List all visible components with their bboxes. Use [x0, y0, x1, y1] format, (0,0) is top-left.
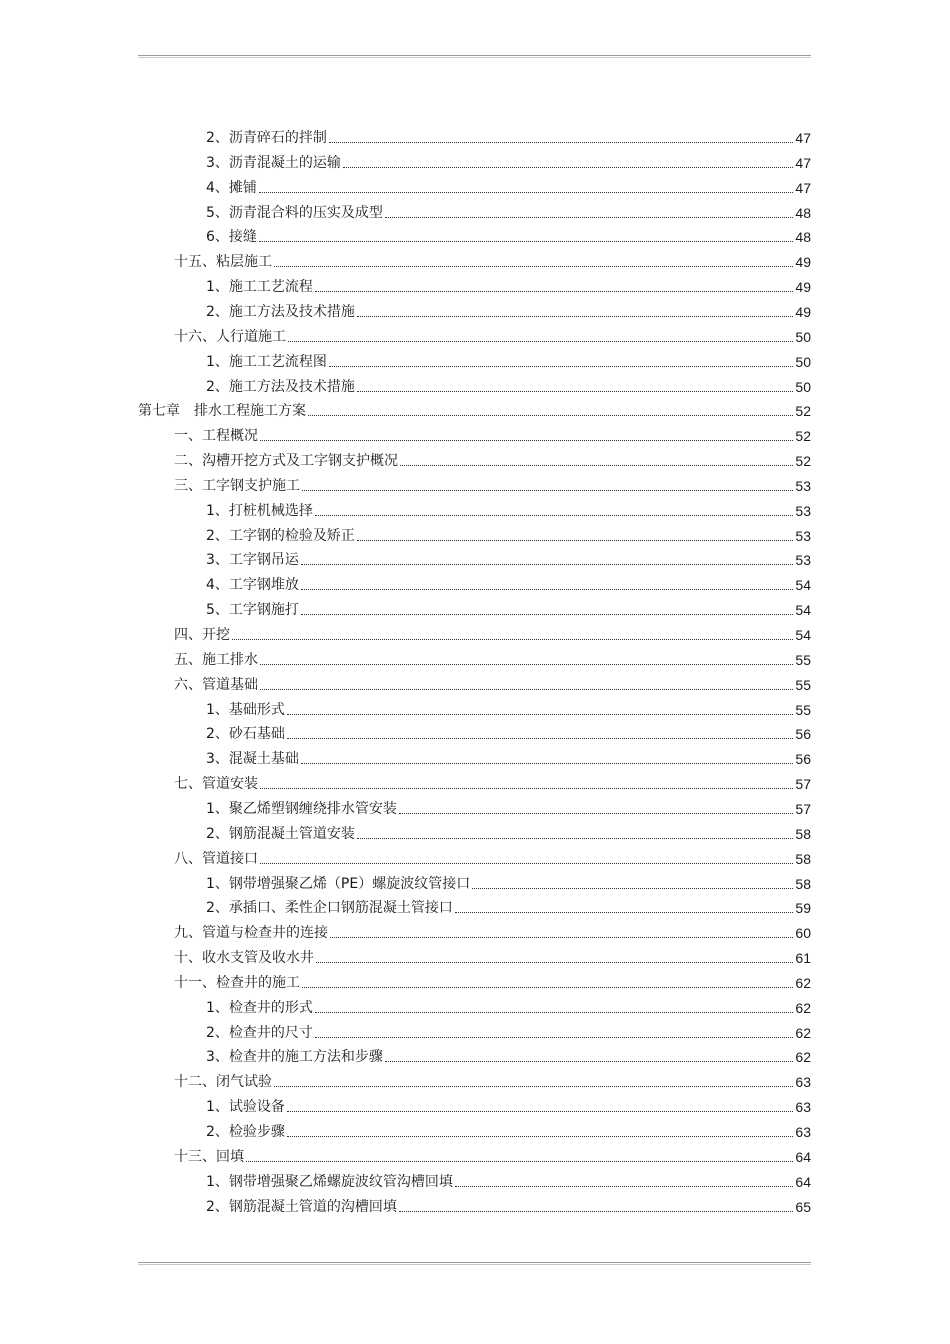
toc-entry-label: 十二、闭气试验	[174, 1074, 272, 1091]
dot-leader	[260, 689, 793, 690]
toc-entry[interactable]	[174, 1069, 811, 1091]
toc-entry[interactable]	[206, 1119, 811, 1141]
toc-entry[interactable]	[206, 1044, 811, 1066]
dot-leader	[315, 291, 794, 292]
toc-entry-label: 1、试验设备	[206, 1099, 285, 1116]
dot-leader	[260, 440, 793, 441]
toc-entry[interactable]	[174, 423, 811, 445]
toc-entry-label: 六、管道基础	[174, 676, 258, 693]
toc-entry-label: 七、管道安装	[174, 776, 258, 793]
toc-entry[interactable]	[206, 349, 811, 371]
toc-entry-label: 3、工字钢吊运	[206, 552, 299, 569]
toc-entry[interactable]	[174, 324, 811, 346]
toc-entry-label: 1、施工工艺流程	[206, 279, 313, 296]
toc-entry-label: 十、收水支管及收水井	[174, 950, 314, 967]
dot-leader	[315, 1012, 794, 1013]
dot-leader	[260, 863, 793, 864]
toc-entry-label: 2、砂石基础	[206, 726, 285, 743]
dot-leader	[288, 341, 793, 342]
toc-entry-label: 6、接缝	[206, 229, 257, 246]
toc-entry-label: 1、检查井的形式	[206, 999, 313, 1016]
toc-entry[interactable]	[174, 473, 811, 495]
toc-entry-page-number: 54	[795, 602, 811, 619]
toc-entry-label: 2、工字钢的检验及矫正	[206, 527, 355, 544]
toc-entry-page-number: 57	[795, 800, 811, 817]
toc-entry[interactable]	[206, 299, 811, 321]
toc-entry-page-number: 49	[795, 279, 811, 296]
dot-leader	[232, 639, 793, 640]
toc-entry[interactable]	[206, 523, 811, 545]
dot-leader	[259, 241, 794, 242]
toc-entry-page-number: 56	[795, 726, 811, 743]
toc-entry[interactable]	[206, 1094, 811, 1116]
dot-leader	[301, 564, 794, 565]
toc-entry[interactable]	[206, 572, 811, 594]
toc-entry-label: 2、钢筋混凝土管道的沟槽回填	[206, 1198, 397, 1215]
toc-entry-page-number: 54	[795, 627, 811, 643]
dot-leader	[455, 912, 794, 913]
toc-entry[interactable]	[206, 1020, 811, 1042]
toc-entry-label: 四、开挖	[174, 627, 230, 643]
dot-leader	[302, 490, 793, 491]
toc-entry-page-number: 64	[795, 1148, 811, 1165]
toc-entry[interactable]	[206, 597, 811, 619]
toc-entry-page-number: 50	[795, 378, 811, 395]
toc-entry-page-number: 55	[795, 701, 811, 718]
footer-rule	[138, 1262, 811, 1265]
dot-leader	[287, 714, 794, 715]
dot-leader	[357, 838, 794, 839]
dot-leader	[455, 1186, 794, 1187]
toc-entry-page-number: 48	[795, 229, 811, 246]
toc-entry-label: 5、沥青混合料的压实及成型	[206, 204, 383, 221]
toc-entry-label: 1、钢带增强聚乙烯（PE）螺旋波纹管接口	[206, 875, 471, 892]
dot-leader	[287, 738, 794, 739]
toc-entry[interactable]	[174, 1144, 811, 1166]
toc-entry-page-number: 53	[795, 527, 811, 544]
dot-leader	[357, 391, 794, 392]
toc-entry-page-number: 53	[795, 552, 811, 569]
toc-entry-page-number: 65	[795, 1198, 811, 1215]
toc-entry[interactable]	[174, 672, 811, 694]
dot-leader	[316, 962, 793, 963]
dot-leader	[274, 1086, 793, 1087]
toc-entry[interactable]	[206, 796, 811, 818]
dot-leader	[301, 589, 794, 590]
toc-entry-label: 十五、粘层施工	[174, 254, 272, 271]
toc-entry[interactable]	[206, 721, 811, 743]
toc-entry-page-number: 58	[795, 850, 811, 867]
toc-entry[interactable]	[206, 697, 811, 719]
dot-leader	[260, 664, 793, 665]
toc-entry[interactable]	[206, 871, 811, 893]
dot-leader	[385, 1061, 794, 1062]
dot-leader	[472, 888, 793, 889]
toc-entry-page-number: 53	[795, 502, 811, 519]
toc-entry-page-number: 48	[795, 204, 811, 221]
header-rule	[138, 55, 811, 58]
toc-entry-page-number: 50	[795, 328, 811, 345]
toc-entry-label: 1、基础形式	[206, 701, 285, 718]
toc-entry-label: 1、打桩机械选择	[206, 502, 313, 519]
toc-entry-page-number: 49	[795, 254, 811, 271]
toc-entry-label: 2、沥青碎石的拌制	[206, 130, 327, 146]
toc-entry-page-number: 52	[795, 428, 811, 445]
toc-entry-page-number: 58	[795, 875, 811, 892]
dot-leader	[330, 937, 793, 938]
toc-entry-label: 十六、人行道施工	[174, 328, 286, 345]
toc-entry[interactable]	[206, 746, 811, 768]
toc-entry-page-number: 60	[795, 925, 811, 942]
toc-entry-page-number: 50	[795, 353, 811, 370]
dot-leader	[274, 266, 793, 267]
dot-leader	[400, 465, 793, 466]
toc-entry-page-number: 62	[795, 999, 811, 1016]
dot-leader	[357, 540, 794, 541]
dot-leader	[301, 763, 794, 764]
toc-entry-label: 三、工字钢支护施工	[174, 477, 300, 494]
dot-leader	[259, 192, 794, 193]
toc-entry-page-number: 63	[795, 1099, 811, 1116]
toc-entry[interactable]	[206, 821, 811, 843]
dot-leader	[329, 142, 794, 143]
toc-entry-label: 五、施工排水	[174, 651, 258, 668]
dot-leader	[329, 366, 794, 367]
dot-leader	[301, 614, 794, 615]
toc-entry[interactable]	[174, 920, 811, 942]
toc-entry-label: 2、承插口、柔性企口钢筋混凝土管接口	[206, 900, 453, 917]
toc-entry-label: 1、施工工艺流程图	[206, 353, 327, 370]
dot-leader	[287, 1136, 794, 1137]
dot-leader	[246, 1161, 793, 1162]
toc-entry-label: 2、施工方法及技术措施	[206, 303, 355, 320]
toc-entry[interactable]	[174, 647, 811, 669]
toc-entry-page-number: 56	[795, 751, 811, 768]
toc-entry-label: 一、工程概况	[174, 428, 258, 445]
toc-entry[interactable]	[206, 498, 811, 520]
toc-entry-label: 5、工字钢施打	[206, 602, 299, 619]
toc-entry-page-number: 47	[795, 154, 811, 171]
toc-entry-page-number: 47	[795, 179, 811, 196]
toc-entry-page-number: 62	[795, 974, 811, 991]
toc-entry-page-number: 53	[795, 477, 811, 494]
toc-entry-page-number: 64	[795, 1173, 811, 1190]
toc-entry-page-number: 63	[795, 1124, 811, 1140]
toc-entry-label: 十一、检查井的施工	[174, 974, 300, 991]
toc-entry-label: 3、沥青混凝土的运输	[206, 154, 341, 171]
dot-leader	[385, 217, 794, 218]
toc-entry-label: 二、沟槽开挖方式及工字钢支护概况	[174, 453, 398, 470]
toc-entry-label: 第七章 排水工程施工方案	[138, 403, 306, 420]
toc-entry-page-number: 52	[795, 453, 811, 470]
toc-entry[interactable]	[206, 1194, 811, 1216]
toc-entry-label: 4、工字钢堆放	[206, 577, 299, 594]
toc-entry-label: 3、检查井的施工方法和步骤	[206, 1049, 383, 1066]
dot-leader	[399, 1211, 794, 1212]
toc-entry[interactable]	[174, 448, 811, 470]
toc-entry-label: 4、摊铺	[206, 179, 257, 196]
dot-leader	[315, 1037, 794, 1038]
toc-entry-label: 1、钢带增强聚乙烯螺旋波纹管沟槽回填	[206, 1173, 453, 1190]
dot-leader	[287, 1111, 794, 1112]
dot-leader	[343, 167, 794, 168]
toc-entry-page-number: 63	[795, 1074, 811, 1091]
toc-entry-label: 八、管道接口	[174, 850, 258, 867]
dot-leader	[315, 515, 794, 516]
toc-entry-label: 2、检验步骤	[206, 1124, 285, 1140]
toc-entry-page-number: 55	[795, 676, 811, 693]
toc-entry[interactable]	[206, 125, 811, 147]
dot-leader	[260, 788, 793, 789]
toc-entry[interactable]	[206, 1169, 811, 1191]
toc-entry[interactable]	[206, 200, 811, 222]
toc-entry[interactable]	[206, 150, 811, 172]
toc-entry[interactable]	[174, 249, 811, 271]
toc-entry-page-number: 57	[795, 776, 811, 793]
toc-entry[interactable]	[138, 398, 811, 420]
toc-entry-label: 2、钢筋混凝土管道安装	[206, 825, 355, 842]
toc-entry-page-number: 49	[795, 303, 811, 320]
toc-entry-page-number: 59	[795, 900, 811, 917]
toc-entry[interactable]	[206, 175, 811, 197]
dot-leader	[399, 813, 794, 814]
toc-entry-page-number: 62	[795, 1024, 811, 1041]
dot-leader	[308, 415, 793, 416]
toc-entry-page-number: 62	[795, 1049, 811, 1066]
toc-entry-page-number: 58	[795, 825, 811, 842]
toc-entry-page-number: 54	[795, 577, 811, 594]
toc-entry[interactable]	[206, 547, 811, 569]
toc-entry-label: 十三、回填	[174, 1148, 244, 1165]
toc-entry[interactable]	[174, 622, 811, 644]
toc-entry-label: 3、混凝土基础	[206, 751, 299, 768]
dot-leader	[302, 987, 793, 988]
dot-leader	[357, 316, 794, 317]
toc-entry[interactable]	[174, 771, 811, 793]
toc-entry-label: 2、施工方法及技术措施	[206, 378, 355, 395]
toc-entry[interactable]	[174, 970, 811, 992]
toc-entry[interactable]	[206, 995, 811, 1017]
toc-entry-page-number: 61	[795, 950, 811, 967]
toc-entry-label: 九、管道与检查井的连接	[174, 925, 328, 942]
toc-entry[interactable]	[174, 846, 811, 868]
toc-entry-page-number: 47	[795, 130, 811, 146]
toc-entry-label: 1、聚乙烯塑钢缠绕排水管安装	[206, 800, 397, 817]
toc-entry-label: 2、检查井的尺寸	[206, 1024, 313, 1041]
toc-entry-page-number: 52	[795, 403, 811, 420]
toc-entry[interactable]	[206, 274, 811, 296]
toc-entry-page-number: 55	[795, 651, 811, 668]
toc-entry[interactable]	[206, 224, 811, 246]
toc-entry[interactable]	[174, 945, 811, 967]
toc-entry[interactable]	[206, 374, 811, 396]
toc-entry[interactable]	[206, 895, 811, 917]
